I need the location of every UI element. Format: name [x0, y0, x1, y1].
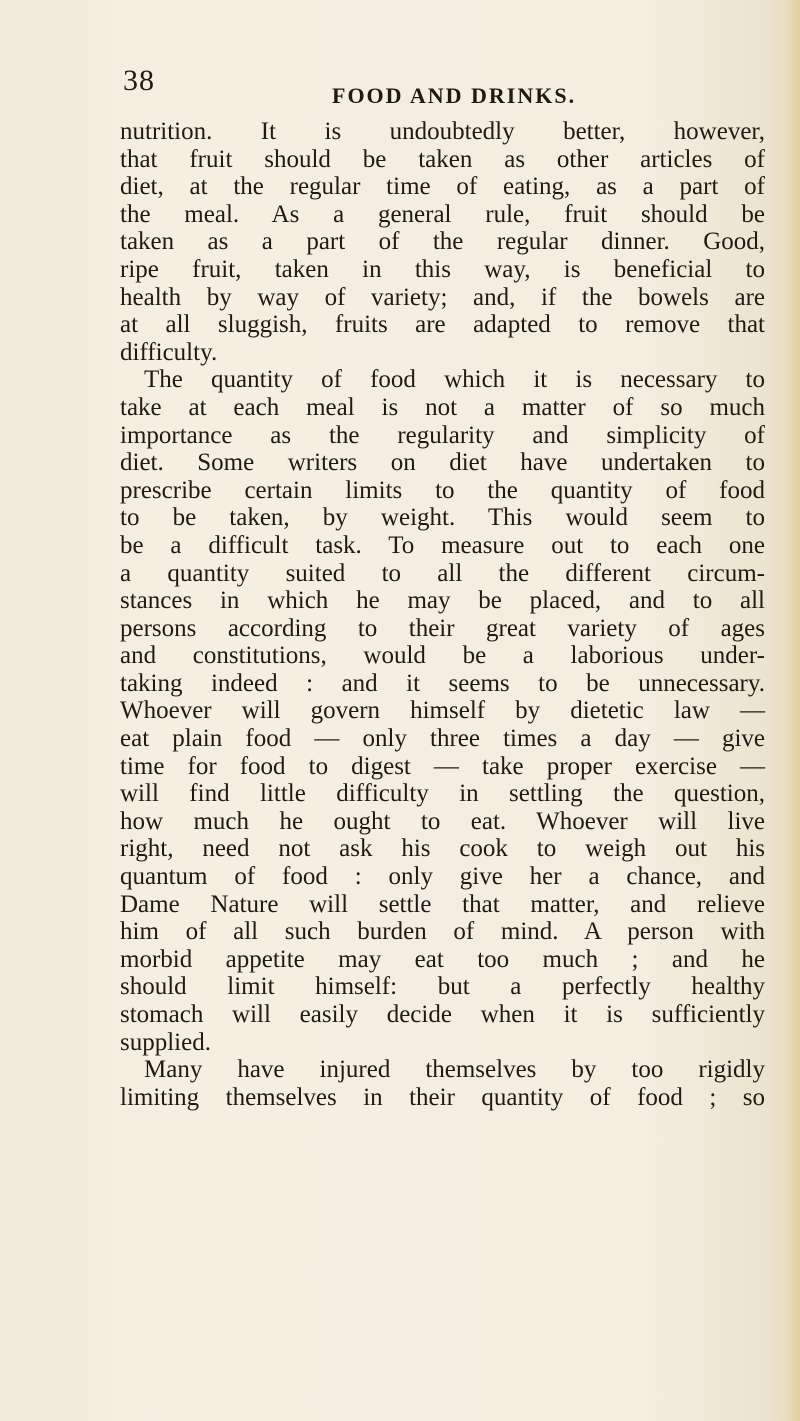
text-line: diet, at the regular time of eating, as a part of — [120, 173, 765, 201]
text-line: that fruit should be taken as other articles of — [120, 145, 765, 173]
text-line: how much he ought to eat. Whoever will live — [120, 807, 765, 835]
text-line: take at each meal is not a matter of so much — [120, 393, 765, 421]
text-line: persons according to their great variety of ages — [120, 614, 765, 642]
text-line: limiting themselves in their quantity of food ; so — [120, 1083, 765, 1111]
text-line: diet. Some writers on diet have undertaken to — [120, 449, 765, 477]
text-line: should limit himself: but a perfectly healthy — [120, 973, 765, 1001]
text-line: ripe fruit, taken in this way, is beneficial to — [120, 255, 765, 283]
text-line: Whoever will govern himself by dietetic law — — [120, 697, 765, 725]
text-line: right, need not ask his cook to weigh out his — [120, 835, 765, 863]
text-line: time for food to digest — take proper exercise — — [120, 752, 765, 780]
text-line: will find little difficulty in settling the question, — [120, 780, 765, 808]
text-line: be a difficult task. To measure out to each one — [120, 531, 765, 559]
text-line: stances in which he may be placed, and to all — [120, 587, 765, 615]
text-line: The quantity of food which it is necessary to — [144, 366, 765, 394]
text-line: morbid appetite may eat too much ; and he — [120, 945, 765, 973]
text-line: and constitutions, would be a laborious under- — [120, 642, 765, 670]
text-line: prescribe certain limits to the quantity of food — [120, 476, 765, 504]
text-line: health by way of variety; and, if the bowels are — [120, 283, 765, 311]
text-line: Many have injured themselves by too rigidly — [144, 1056, 765, 1084]
text-line: him of all such burden of mind. A person with — [120, 918, 765, 946]
text-line: Dame Nature will settle that matter, and relieve — [120, 890, 765, 918]
running-head: FOOD AND DRINKS. — [332, 83, 577, 108]
page-number: 38 — [123, 64, 155, 97]
text-line: nutrition. It is undoubtedly better, however, — [120, 118, 765, 145]
text-line: the meal. As a general rule, fruit should be — [120, 200, 765, 228]
text-line: eat plain food — only three times a day — give — [120, 725, 765, 753]
text-line: a quantity suited to all the different circum- — [120, 559, 765, 587]
text-line: at all sluggish, fruits are adapted to remove that — [120, 311, 765, 339]
text-line: taken as a part of the regular dinner. Good, — [120, 228, 765, 256]
text-line: taking indeed : and it seems to be unnecessary. — [120, 669, 765, 697]
page-edge — [786, 0, 800, 1421]
page-header — [0, 64, 800, 114]
text-line: quantum of food : only give her a chance, and — [120, 863, 765, 891]
text-line: stomach will easily decide when it is sufficiently — [120, 1001, 765, 1028]
text-line: difficulty. — [120, 338, 218, 366]
text-line: to be taken, by weight. This would seem to — [120, 504, 765, 532]
body-text — [120, 118, 765, 1111]
text-line: supplied. — [120, 1028, 211, 1056]
text-line: importance as the regularity and simplicity of — [120, 421, 765, 449]
